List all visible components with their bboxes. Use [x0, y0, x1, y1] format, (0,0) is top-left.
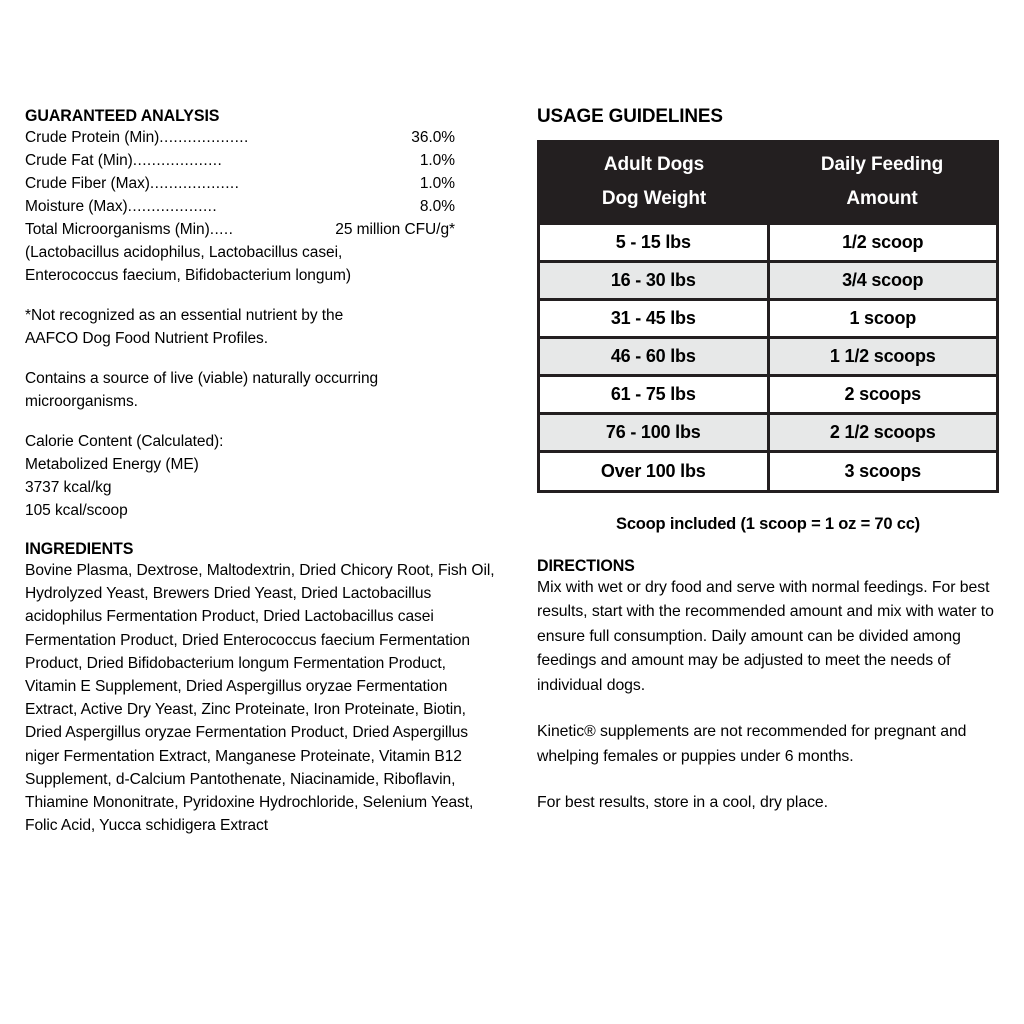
ga-value: 1.0% — [419, 175, 455, 192]
organisms-line-1: (Lactobacillus acidophilus, Lactobacillus casei, — [25, 244, 343, 261]
cell-dog-weight: 61 - 75 lbs — [540, 376, 768, 414]
ga-value: 8.0% — [419, 198, 455, 215]
footnote-line-1: *Not recognized as an essential nutrient by the — [25, 307, 344, 324]
calorie-content-line-1: Calorie Content (Calculated): — [25, 433, 224, 450]
footnote-line-2: AAFCO Dog Food Nutrient Profiles. — [25, 330, 268, 347]
guaranteed-analysis-row — [25, 218, 455, 241]
right-column — [537, 104, 1002, 816]
guaranteed-analysis-row — [25, 172, 455, 195]
aafco-footnote — [25, 304, 495, 350]
table-head — [540, 143, 996, 224]
dot-leader: ..... — [209, 221, 234, 238]
ga-value: 1.0% — [419, 152, 455, 169]
ga-value: 25 million CFU/g* — [335, 221, 455, 238]
guaranteed-analysis-row — [25, 195, 455, 218]
scoop-note: Scoop included (1 scoop = 1 oz = 70 cc) — [616, 514, 920, 533]
directions-heading: DIRECTIONS — [537, 556, 635, 575]
live-microorganisms-line-2: microorganisms. — [25, 393, 138, 410]
cell-feeding-amount: 3 scoops — [768, 452, 996, 490]
table-header-amount-line-1: Daily Feeding — [820, 154, 944, 175]
calorie-content-block — [25, 430, 495, 522]
cell-dog-weight: 46 - 60 lbs — [540, 338, 768, 376]
ingredients-text: Bovine Plasma, Dextrose, Maltodextrin, Dried Chicory Root, Fish Oil, Hydrolyzed Yeast, Brewers Dried Yeast, Dried Lactobacillus acidophilus Fermentation Product, Dried Lactobacillus casei Fermentation Product, Dried Enterococcus faecium Fermentation Product, Dried Bifidobacterium longum Fermentation Product, Vitamin E Supplement, Dried Aspergillus oryzae Fermentation Extract, Active Dry Yeast, Zinc Proteinate, Iron Proteinate, Biotin, Dried Aspergillus oryzae Fermentation Product, Dried Aspergillus niger Fermentation Extract, Manganese Proteinate, Vitamin B12 Supplement, d-Calcium Pantothenate, Niacinamide, Riboflavin, Thiamine Mononitrate, Pyridoxine Hydrochloride, Selenium Yeast, Folic Acid, Yucca schidigera Extract — [25, 562, 495, 835]
table-header-weight — [540, 143, 768, 224]
ga-label: Crude Fiber (Max) — [25, 175, 150, 192]
table-row — [540, 224, 996, 262]
dot-leader: ................... — [159, 129, 249, 146]
directions-paragraph-2: Kinetic® supplements are not recommended for pregnant and whelping females or puppies under 6 months. — [537, 723, 967, 765]
cell-dog-weight: 31 - 45 lbs — [540, 300, 768, 338]
ingredients-heading: INGREDIENTS — [25, 540, 134, 558]
table-header-amount — [768, 143, 996, 224]
dot-leader: ................... — [127, 198, 218, 215]
organisms-line-2: Enterococcus faecium, Bifidobacterium longum) — [25, 267, 351, 284]
dot-leader: ................... — [132, 152, 223, 169]
table-row — [540, 414, 996, 452]
table-header-weight-line-2: Dog Weight — [601, 188, 707, 209]
guaranteed-analysis-row — [25, 126, 455, 149]
calorie-content-line-4: 105 kcal/scoop — [25, 502, 128, 519]
table-row — [540, 452, 996, 490]
guaranteed-analysis-row — [25, 149, 455, 172]
cell-feeding-amount: 1/2 scoop — [768, 224, 996, 262]
directions-paragraph-1: Mix with wet or dry food and serve with normal feedings. For best results, start with the recommended amount and mix with water to ensure full consumption. Daily amount can be divided among feedings and amount may be adjusted to meet the needs of individual dogs. — [537, 578, 994, 694]
guaranteed-analysis-list — [25, 126, 495, 287]
usage-guidelines-table — [540, 143, 996, 490]
cell-feeding-amount: 2 scoops — [768, 376, 996, 414]
dot-leader: ................... — [149, 175, 240, 192]
ga-label: Crude Fat (Min) — [25, 152, 133, 169]
table-body — [540, 224, 996, 490]
ga-label: Crude Protein (Min) — [25, 129, 160, 146]
cell-feeding-amount: 3/4 scoop — [768, 262, 996, 300]
live-microorganisms-statement — [25, 367, 495, 413]
cell-dog-weight: 5 - 15 lbs — [540, 224, 768, 262]
ga-value: 36.0% — [411, 129, 455, 146]
table-row — [540, 338, 996, 376]
left-column — [25, 106, 495, 837]
calorie-content-line-2: Metabolized Energy (ME) — [25, 456, 199, 473]
table-header-row — [540, 143, 996, 224]
table-header-amount-line-2: Amount — [846, 188, 918, 209]
usage-guidelines-table-wrapper — [537, 140, 999, 493]
calorie-content-line-3: 3737 kcal/kg — [25, 479, 112, 496]
ga-label: Total Microorganisms (Min) — [25, 221, 210, 238]
table-row — [540, 300, 996, 338]
cell-dog-weight: 16 - 30 lbs — [540, 262, 768, 300]
table-row — [540, 262, 996, 300]
guaranteed-analysis-heading: GUARANTEED ANALYSIS — [25, 107, 220, 125]
cell-feeding-amount: 1 scoop — [768, 300, 996, 338]
cell-feeding-amount: 1 1/2 scoops — [768, 338, 996, 376]
cell-dog-weight: Over 100 lbs — [540, 452, 768, 490]
usage-guidelines-heading: USAGE GUIDELINES — [537, 105, 723, 127]
cell-dog-weight: 76 - 100 lbs — [540, 414, 768, 452]
directions-paragraph-3: For best results, store in a cool, dry place. — [537, 794, 828, 811]
table-header-weight-line-1: Adult Dogs — [603, 154, 705, 175]
table-row — [540, 376, 996, 414]
live-microorganisms-line-1: Contains a source of live (viable) naturally occurring — [25, 370, 379, 387]
ga-label: Moisture (Max) — [25, 198, 128, 215]
cell-feeding-amount: 2 1/2 scoops — [768, 414, 996, 452]
